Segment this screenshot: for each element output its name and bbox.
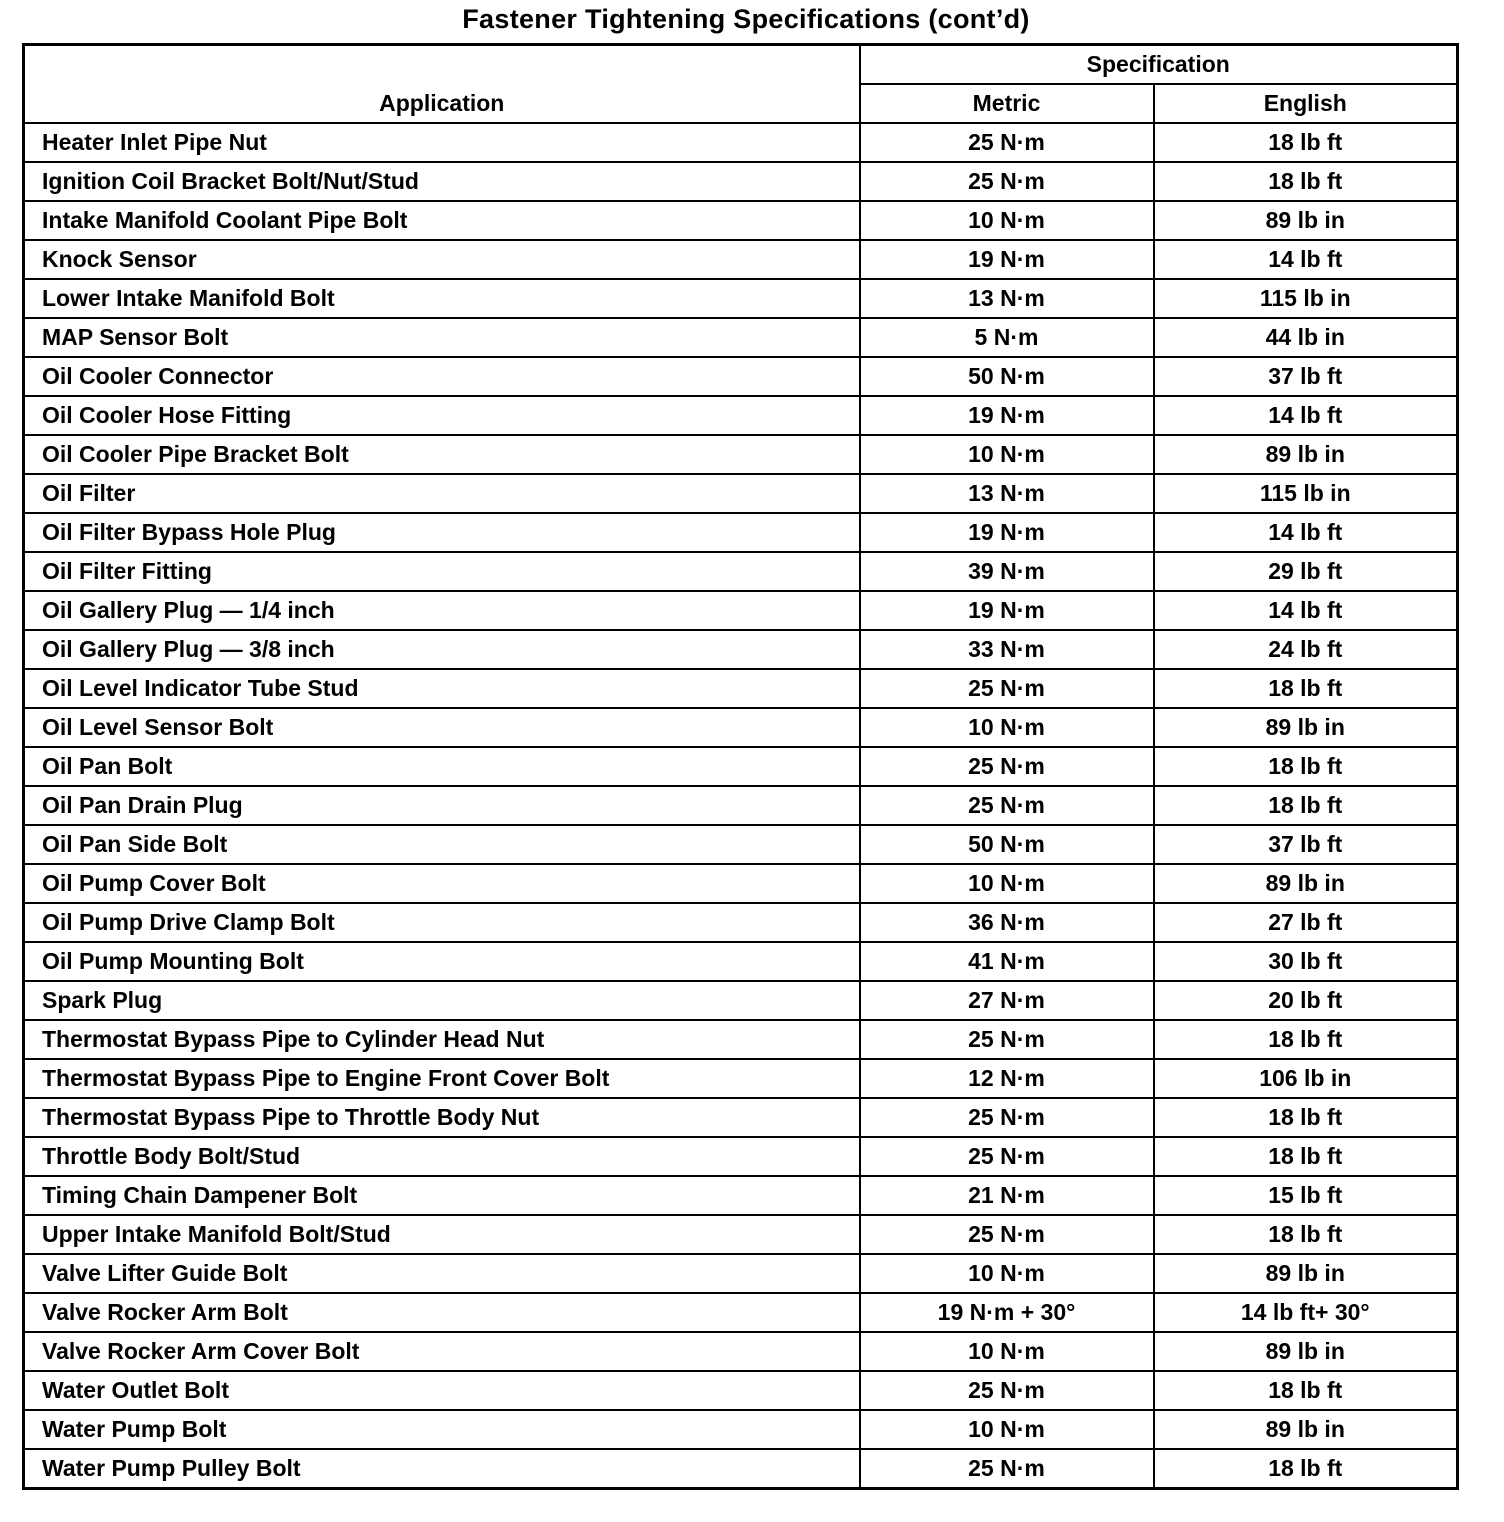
metric-cell: 36 N·m: [860, 903, 1154, 942]
metric-cell: 10 N·m: [860, 1254, 1154, 1293]
application-cell: Oil Filter Fitting: [24, 552, 860, 591]
english-cell: 18 lb ft: [1154, 786, 1458, 825]
english-cell: 18 lb ft: [1154, 669, 1458, 708]
application-cell: Oil Level Indicator Tube Stud: [24, 669, 860, 708]
metric-cell: 13 N·m: [860, 279, 1154, 318]
metric-cell: 25 N·m: [860, 1137, 1154, 1176]
english-cell: 106 lb in: [1154, 1059, 1458, 1098]
application-cell: Valve Rocker Arm Bolt: [24, 1293, 860, 1332]
application-cell: Water Pump Bolt: [24, 1410, 860, 1449]
application-cell: Throttle Body Bolt/Stud: [24, 1137, 860, 1176]
english-cell: 89 lb in: [1154, 1410, 1458, 1449]
column-header-application: Application: [24, 45, 860, 124]
metric-cell: 13 N·m: [860, 474, 1154, 513]
metric-cell: 41 N·m: [860, 942, 1154, 981]
english-cell: 18 lb ft: [1154, 1020, 1458, 1059]
metric-cell: 50 N·m: [860, 825, 1154, 864]
table-row: [24, 513, 1458, 552]
table-row: [24, 1254, 1458, 1293]
metric-cell: 25 N·m: [860, 786, 1154, 825]
english-cell: 115 lb in: [1154, 474, 1458, 513]
table-body: [24, 123, 1458, 1489]
application-cell: Valve Lifter Guide Bolt: [24, 1254, 860, 1293]
table-row: [24, 1059, 1458, 1098]
application-cell: Oil Pump Mounting Bolt: [24, 942, 860, 981]
english-cell: 14 lb ft: [1154, 240, 1458, 279]
application-cell: Thermostat Bypass Pipe to Throttle Body Nut: [24, 1098, 860, 1137]
english-cell: 14 lb ft+ 30°: [1154, 1293, 1458, 1332]
metric-cell: 27 N·m: [860, 981, 1154, 1020]
application-cell: Upper Intake Manifold Bolt/Stud: [24, 1215, 860, 1254]
table-header: [24, 45, 1458, 124]
application-cell: Oil Pan Drain Plug: [24, 786, 860, 825]
application-cell: Thermostat Bypass Pipe to Engine Front Cover Bolt: [24, 1059, 860, 1098]
table-row: [24, 591, 1458, 630]
table-row: [24, 669, 1458, 708]
metric-cell: 39 N·m: [860, 552, 1154, 591]
application-cell: Oil Level Sensor Bolt: [24, 708, 860, 747]
metric-cell: 25 N·m: [860, 1215, 1154, 1254]
metric-cell: 10 N·m: [860, 864, 1154, 903]
english-cell: 89 lb in: [1154, 1332, 1458, 1371]
metric-cell: 25 N·m: [860, 162, 1154, 201]
metric-cell: 25 N·m: [860, 1098, 1154, 1137]
application-cell: Oil Cooler Connector: [24, 357, 860, 396]
english-cell: 115 lb in: [1154, 279, 1458, 318]
table-row: [24, 279, 1458, 318]
table-row: [24, 903, 1458, 942]
metric-cell: 50 N·m: [860, 357, 1154, 396]
table-row: [24, 1293, 1458, 1332]
metric-cell: 25 N·m: [860, 1449, 1154, 1489]
header-row-top: [24, 45, 1458, 85]
metric-cell: 10 N·m: [860, 708, 1154, 747]
application-cell: Water Pump Pulley Bolt: [24, 1449, 860, 1489]
application-cell: Oil Cooler Pipe Bracket Bolt: [24, 435, 860, 474]
table-row: [24, 1371, 1458, 1410]
table-row: [24, 1215, 1458, 1254]
english-cell: 18 lb ft: [1154, 1449, 1458, 1489]
application-cell: Ignition Coil Bracket Bolt/Nut/Stud: [24, 162, 860, 201]
english-cell: 89 lb in: [1154, 1254, 1458, 1293]
application-cell: Water Outlet Bolt: [24, 1371, 860, 1410]
english-cell: 18 lb ft: [1154, 123, 1458, 162]
english-cell: 24 lb ft: [1154, 630, 1458, 669]
metric-cell: 10 N·m: [860, 201, 1154, 240]
metric-cell: 19 N·m + 30°: [860, 1293, 1154, 1332]
metric-cell: 19 N·m: [860, 240, 1154, 279]
english-cell: 37 lb ft: [1154, 825, 1458, 864]
english-cell: 15 lb ft: [1154, 1176, 1458, 1215]
metric-cell: 10 N·m: [860, 435, 1154, 474]
table-row: [24, 630, 1458, 669]
english-cell: 18 lb ft: [1154, 747, 1458, 786]
metric-cell: 19 N·m: [860, 591, 1154, 630]
application-cell: Oil Cooler Hose Fitting: [24, 396, 860, 435]
metric-cell: 33 N·m: [860, 630, 1154, 669]
english-cell: 89 lb in: [1154, 864, 1458, 903]
table-row: [24, 1176, 1458, 1215]
english-cell: 37 lb ft: [1154, 357, 1458, 396]
table-row: [24, 1410, 1458, 1449]
table-row: [24, 942, 1458, 981]
table-row: [24, 552, 1458, 591]
english-cell: 89 lb in: [1154, 708, 1458, 747]
column-header-english: English: [1154, 84, 1458, 123]
metric-cell: 25 N·m: [860, 669, 1154, 708]
english-cell: 29 lb ft: [1154, 552, 1458, 591]
english-cell: 30 lb ft: [1154, 942, 1458, 981]
table-row: [24, 123, 1458, 162]
application-cell: Timing Chain Dampener Bolt: [24, 1176, 860, 1215]
column-header-metric: Metric: [860, 84, 1154, 123]
application-cell: Oil Filter: [24, 474, 860, 513]
column-group-header-specification: Specification: [860, 45, 1458, 85]
english-cell: 27 lb ft: [1154, 903, 1458, 942]
metric-cell: 25 N·m: [860, 1371, 1154, 1410]
table-row: [24, 318, 1458, 357]
table-row: [24, 162, 1458, 201]
english-cell: 18 lb ft: [1154, 1098, 1458, 1137]
application-cell: Oil Pump Drive Clamp Bolt: [24, 903, 860, 942]
english-cell: 14 lb ft: [1154, 396, 1458, 435]
application-cell: Oil Gallery Plug — 1/4 inch: [24, 591, 860, 630]
application-cell: Thermostat Bypass Pipe to Cylinder Head Nut: [24, 1020, 860, 1059]
table-row: [24, 396, 1458, 435]
application-cell: Spark Plug: [24, 981, 860, 1020]
table-row: [24, 981, 1458, 1020]
application-cell: Oil Pan Side Bolt: [24, 825, 860, 864]
english-cell: 18 lb ft: [1154, 1215, 1458, 1254]
application-cell: Lower Intake Manifold Bolt: [24, 279, 860, 318]
metric-cell: 25 N·m: [860, 747, 1154, 786]
metric-cell: 25 N·m: [860, 123, 1154, 162]
metric-cell: 10 N·m: [860, 1410, 1154, 1449]
english-cell: 44 lb in: [1154, 318, 1458, 357]
table-row: [24, 1020, 1458, 1059]
metric-cell: 5 N·m: [860, 318, 1154, 357]
page-title: Fastener Tightening Specifications (cont’d): [462, 4, 1030, 34]
table-row: [24, 1098, 1458, 1137]
application-cell: Oil Filter Bypass Hole Plug: [24, 513, 860, 552]
english-cell: 14 lb ft: [1154, 513, 1458, 552]
metric-cell: 19 N·m: [860, 396, 1154, 435]
metric-cell: 25 N·m: [860, 1020, 1154, 1059]
application-cell: Oil Gallery Plug — 3/8 inch: [24, 630, 860, 669]
table-row: [24, 708, 1458, 747]
table-row: [24, 201, 1458, 240]
english-cell: 18 lb ft: [1154, 162, 1458, 201]
english-cell: 18 lb ft: [1154, 1371, 1458, 1410]
english-cell: 18 lb ft: [1154, 1137, 1458, 1176]
table-row: [24, 1449, 1458, 1489]
table-row: [24, 474, 1458, 513]
english-cell: 89 lb in: [1154, 201, 1458, 240]
table-row: [24, 240, 1458, 279]
metric-cell: 10 N·m: [860, 1332, 1154, 1371]
table-row: [24, 825, 1458, 864]
metric-cell: 12 N·m: [860, 1059, 1154, 1098]
application-cell: Oil Pan Bolt: [24, 747, 860, 786]
table-row: [24, 1332, 1458, 1371]
application-cell: Oil Pump Cover Bolt: [24, 864, 860, 903]
metric-cell: 19 N·m: [860, 513, 1154, 552]
application-cell: Valve Rocker Arm Cover Bolt: [24, 1332, 860, 1371]
fastener-spec-table: [22, 43, 1459, 1490]
application-cell: MAP Sensor Bolt: [24, 318, 860, 357]
metric-cell: 21 N·m: [860, 1176, 1154, 1215]
english-cell: 14 lb ft: [1154, 591, 1458, 630]
english-cell: 20 lb ft: [1154, 981, 1458, 1020]
table-row: [24, 1137, 1458, 1176]
application-cell: Heater Inlet Pipe Nut: [24, 123, 860, 162]
table-row: [24, 864, 1458, 903]
table-row: [24, 786, 1458, 825]
table-row: [24, 747, 1458, 786]
table-row: [24, 357, 1458, 396]
table-row: [24, 435, 1458, 474]
application-cell: Intake Manifold Coolant Pipe Bolt: [24, 201, 860, 240]
application-cell: Knock Sensor: [24, 240, 860, 279]
english-cell: 89 lb in: [1154, 435, 1458, 474]
